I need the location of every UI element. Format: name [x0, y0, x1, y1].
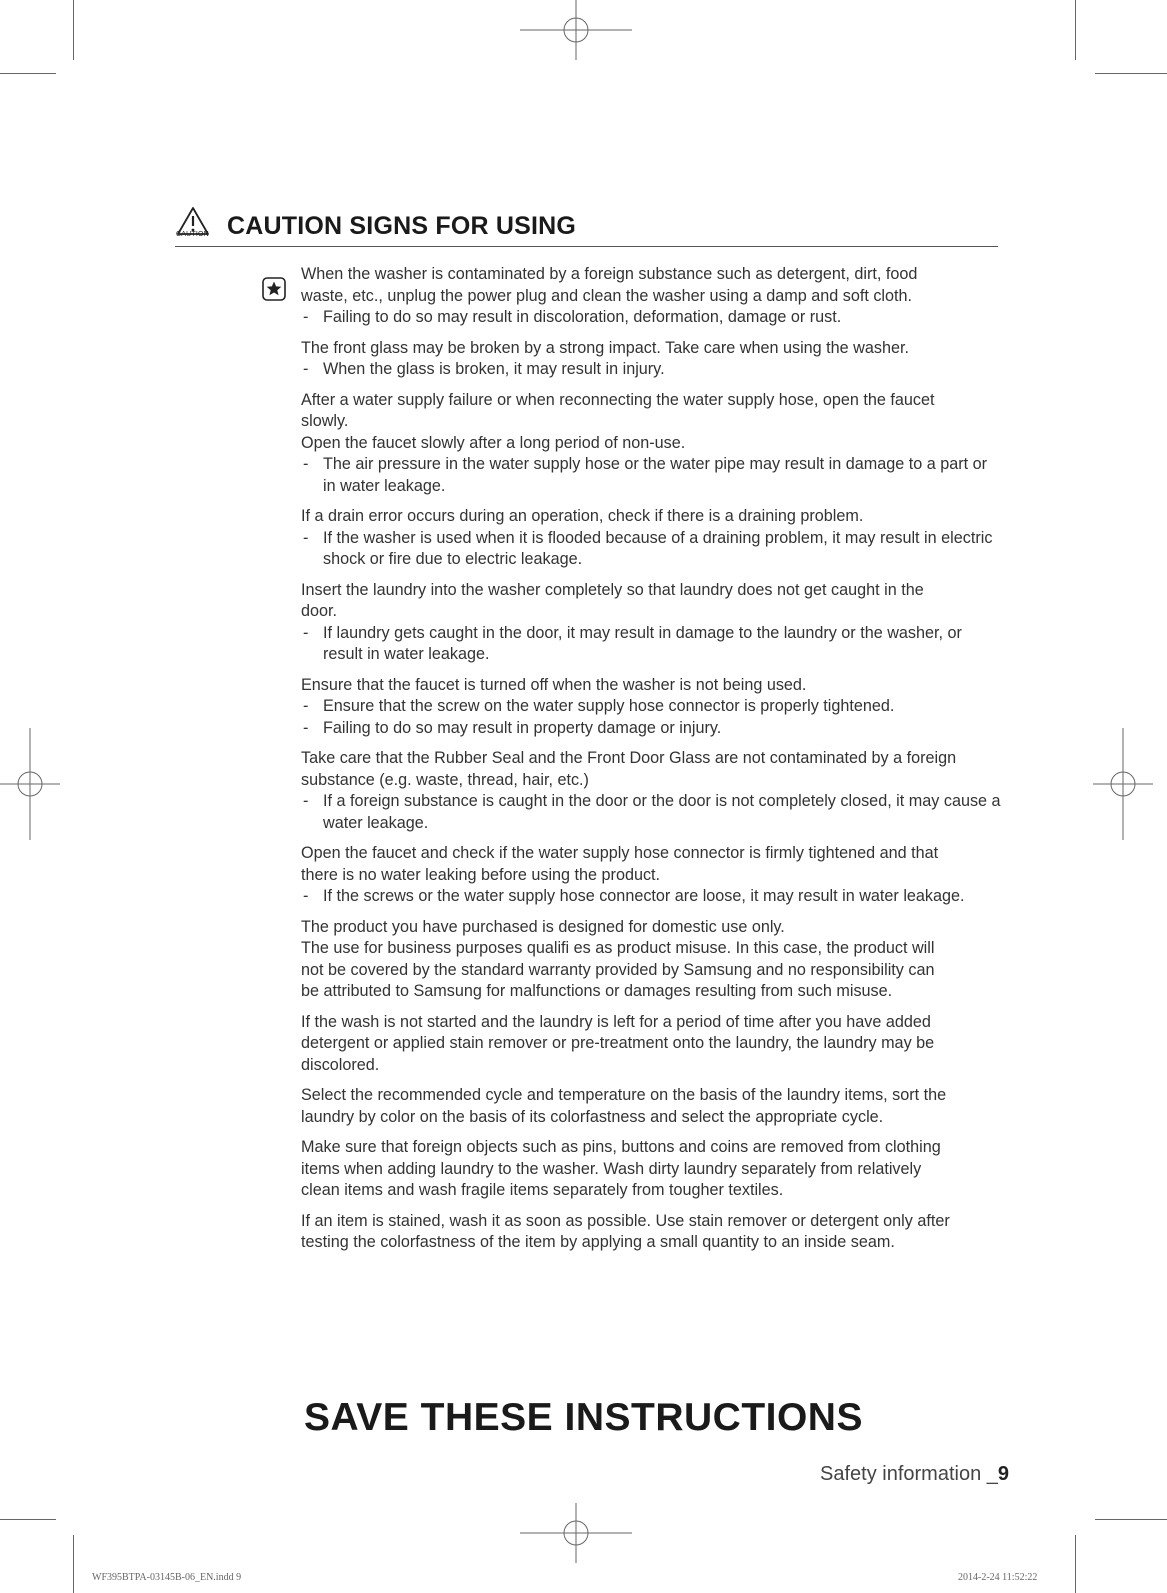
caution-item — [301, 580, 1003, 666]
crop-mark — [1095, 73, 1167, 74]
crop-mark — [1095, 1519, 1167, 1520]
caution-list — [301, 264, 1003, 1263]
caution-item — [301, 1012, 1003, 1077]
page-title: CAUTION SIGNS FOR USING — [227, 212, 577, 240]
caution-item — [301, 843, 1003, 908]
crop-mark — [73, 0, 74, 60]
caution-note: - If laundry gets caught in the door, it may result in damage to the laundry or the washer, or result in water leakage. — [301, 623, 1003, 666]
caution-text: not be covered by the standard warranty provided by Samsung and no responsibility can — [301, 960, 935, 979]
caution-text: The product you have purchased is designed for domestic use only. — [301, 917, 785, 936]
caution-text: be attributed to Samsung for malfunctions or damages resulting from such misuse. — [301, 982, 893, 1000]
caution-text: Open the faucet slowly after a long period of non-use. — [301, 433, 686, 452]
save-instructions-banner: SAVE THESE INSTRUCTIONS — [303, 1396, 863, 1439]
caution-text: Ensure that the faucet is turned off when the washer is not being used. — [301, 675, 807, 694]
caution-text: items when adding laundry to the washer. Wash dirty laundry separately from relatively — [301, 1159, 922, 1178]
caution-item — [301, 1085, 1003, 1128]
registration-mark — [520, 1503, 632, 1563]
caution-item — [301, 390, 1003, 498]
caution-note: - When the glass is broken, it may result in injury. — [301, 359, 1003, 381]
caution-text: If a drain error occurs during an operation, check if there is a draining problem. — [301, 507, 864, 525]
caution-note: - If the screws or the water supply hose connector are loose, it may result in water leakage. — [301, 886, 1003, 908]
caution-item — [301, 338, 1003, 381]
crop-mark — [1075, 0, 1076, 60]
caution-item — [301, 1211, 1003, 1254]
caution-text: clean items and wash fragile items separately from tougher textiles. — [301, 1181, 784, 1199]
caution-text: Make sure that foreign objects such as pins, buttons and coins are removed from clothing — [301, 1138, 941, 1156]
caution-item — [301, 264, 1003, 329]
caution-text: door. — [301, 602, 338, 620]
caution-text: When the washer is contaminated by a foreign substance such as detergent, dirt, food — [301, 265, 918, 283]
crop-mark — [0, 1519, 56, 1520]
caution-note: - If a foreign substance is caught in the door or the door is not completely closed, it may cause a water leakage. — [301, 791, 1003, 834]
footer-section-label: Safety information _ — [820, 1463, 998, 1485]
caution-note: - Failing to do so may result in property damage or injury. — [301, 718, 1003, 740]
crop-mark — [1075, 1535, 1076, 1593]
caution-text: The front glass may be broken by a strong impact. Take care when using the washer. — [301, 338, 909, 357]
timestamp-slug: 2014-2-24 11:52:22 — [958, 1572, 1038, 1583]
caution-text: slowly. — [301, 412, 349, 430]
page-footer — [820, 1463, 1009, 1486]
section-heading — [175, 200, 998, 247]
caution-note: - The air pressure in the water supply hose or the water pipe may result in damage to a part or in water leakage. — [301, 454, 1003, 497]
caution-text: laundry by color on the basis of its colorfastness and select the appropriate cycle. — [301, 1107, 884, 1126]
caution-item — [301, 917, 1003, 1003]
file-slug: WF395BTPA-03145B-06_EN.indd 9 — [92, 1572, 242, 1583]
caution-text: waste, etc., unplug the power plug and clean the washer using a damp and soft cloth. — [301, 286, 913, 305]
caution-text: If an item is stained, wash it as soon as possible. Use stain remover or detergent only after — [301, 1211, 950, 1230]
caution-text: After a water supply failure or when reconnecting the water supply hose, open the faucet — [301, 390, 935, 409]
caution-text: Select the recommended cycle and temperature on the basis of the laundry items, sort the — [301, 1086, 947, 1104]
registration-mark — [1093, 728, 1153, 840]
caution-note: - Ensure that the screw on the water supply hose connector is properly tightened. — [301, 696, 1003, 718]
caution-item — [301, 748, 1003, 834]
registration-mark — [0, 728, 60, 840]
caution-text: The use for business purposes qualifi es as product misuse. In this case, the product will — [301, 939, 935, 957]
caution-note: - If the washer is used when it is flooded because of a draining problem, it may result in electric shock or fire due to electric leakage. — [301, 528, 1003, 571]
crop-mark — [0, 73, 56, 74]
caution-note: - Failing to do so may result in discoloration, deformation, damage or rust. — [301, 307, 1003, 329]
caution-text: Open the faucet and check if the water supply hose connector is firmly tightened and that — [301, 844, 939, 862]
caution-item — [301, 1137, 1003, 1202]
caution-text: Take care that the Rubber Seal and the Front Door Glass are not contaminated by a foreign — [301, 749, 957, 767]
page-number: 9 — [997, 1463, 1009, 1485]
caution-text: there is no water leaking before using the product. — [301, 865, 661, 884]
caution-item — [301, 675, 1003, 740]
caution-item — [301, 506, 1003, 571]
caution-text: discolored. — [301, 1055, 380, 1074]
caution-text: Insert the laundry into the washer completely so that laundry does not get caught in the — [301, 580, 924, 599]
crop-mark — [73, 1535, 74, 1593]
caution-label: CAUTION — [176, 231, 209, 238]
registration-mark — [520, 0, 632, 60]
star-icon — [262, 277, 286, 301]
caution-text: testing the colorfastness of the item by applying a small quantity to an inside seam. — [301, 1233, 895, 1251]
caution-text: substance (e.g. waste, thread, hair, etc.) — [301, 770, 589, 789]
caution-text: detergent or applied stain remover or pre-treatment onto the laundry, the laundry may be — [301, 1034, 935, 1052]
caution-text: If the wash is not started and the laundry is left for a period of time after you have added — [301, 1012, 931, 1031]
